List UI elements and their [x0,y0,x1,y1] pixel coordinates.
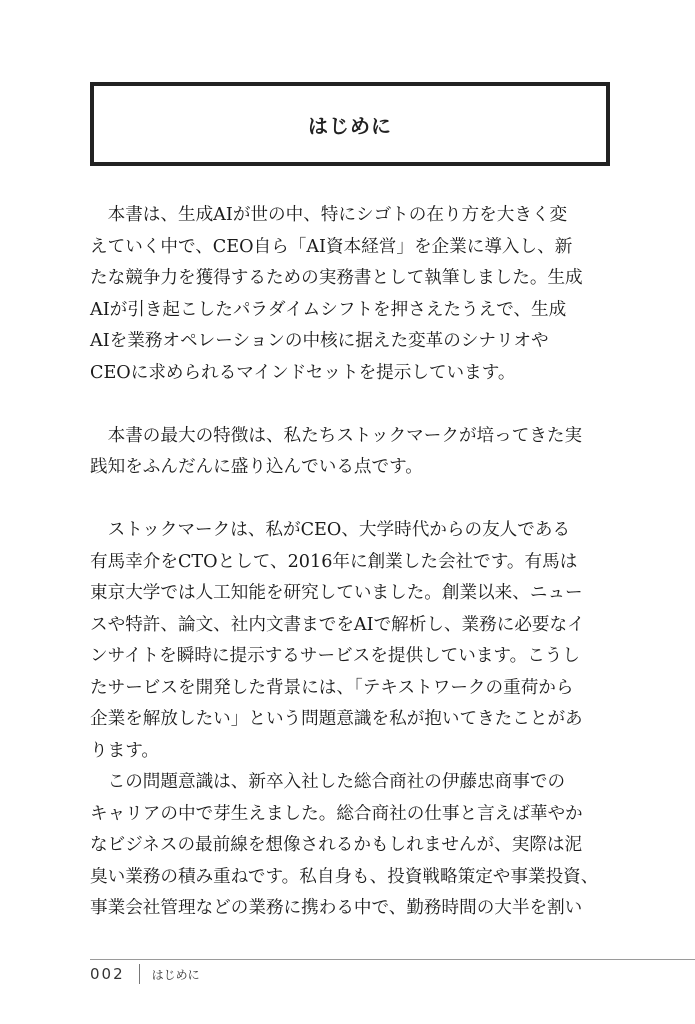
text-line: CEOに求められるマインドセットを提示しています。 [90,362,516,383]
running-head: はじめに [151,967,200,982]
page-footer [90,962,200,986]
text-line: スや特許、論文、社内文書までをAIで解析し、業務に必要なイ [90,614,585,635]
text-line: 本書の最大の特徴は、私たちストックマークが培ってきた実 [90,425,583,446]
page-number: 002 [90,965,125,983]
text-line: ストックマークは、私がCEO、大学時代からの友人である [90,520,571,540]
text-line: 事業会社管理などの業務に携わる中で、勤務時間の大半を割い [90,898,583,918]
text-line: たな競争力を獲得するための実務書として執筆しました。生成 [90,268,583,288]
text-line: ります。 [90,740,159,761]
text-line: 有馬幸介をCTOとして、2016年に創業した会社です。有馬は [90,551,578,572]
body-text [90,200,610,925]
text-line: なビジネスの最前線を想像されるかもしれませんが、実際は泥 [90,835,583,855]
chapter-title: はじめに [308,113,392,138]
footer-separator [139,964,140,984]
text-line: 臭い業務の積み重ねです。私自身も、投資戦略策定や事業投資、 [90,866,599,887]
paragraph-gap [90,484,610,516]
chapter-title-box [90,82,610,166]
text-line: 東京大学では人工知能を研究していました。創業以来、ニュー [90,583,583,603]
text-line: 企業を解放したい」という問題意識を私が抱いてきたことがあ [90,709,583,729]
footer-divider [90,959,695,960]
text-line: この問題意識は、新卒入社した総合商社の伊藤忠商事での [90,772,566,792]
text-line: AIが引き起こしたパラダイムシフトを押さえたうえで、生成 [90,299,567,320]
text-line: 践知をふんだんに盛り込んでいる点です。 [90,457,423,477]
text-line: えていく中で、CEO自ら「AI資本経営」を企業に導入し、新 [90,236,573,257]
paragraph-gap [90,389,610,421]
text-line: ンサイトを瞬時に提示するサービスを提供しています。こうし [90,646,580,666]
text-line: キャリアの中で芽生えました。総合商社の仕事と言えば華やか [90,803,583,824]
text-line: 本書は、生成AIが世の中、特にシゴトの在り方を大きく変 [90,205,568,225]
text-line: AIを業務オペレーションの中核に据えた変革のシナリオや [90,331,549,351]
text-line: たサービスを開発した背景には、「テキストワークの重荷から [90,677,574,698]
